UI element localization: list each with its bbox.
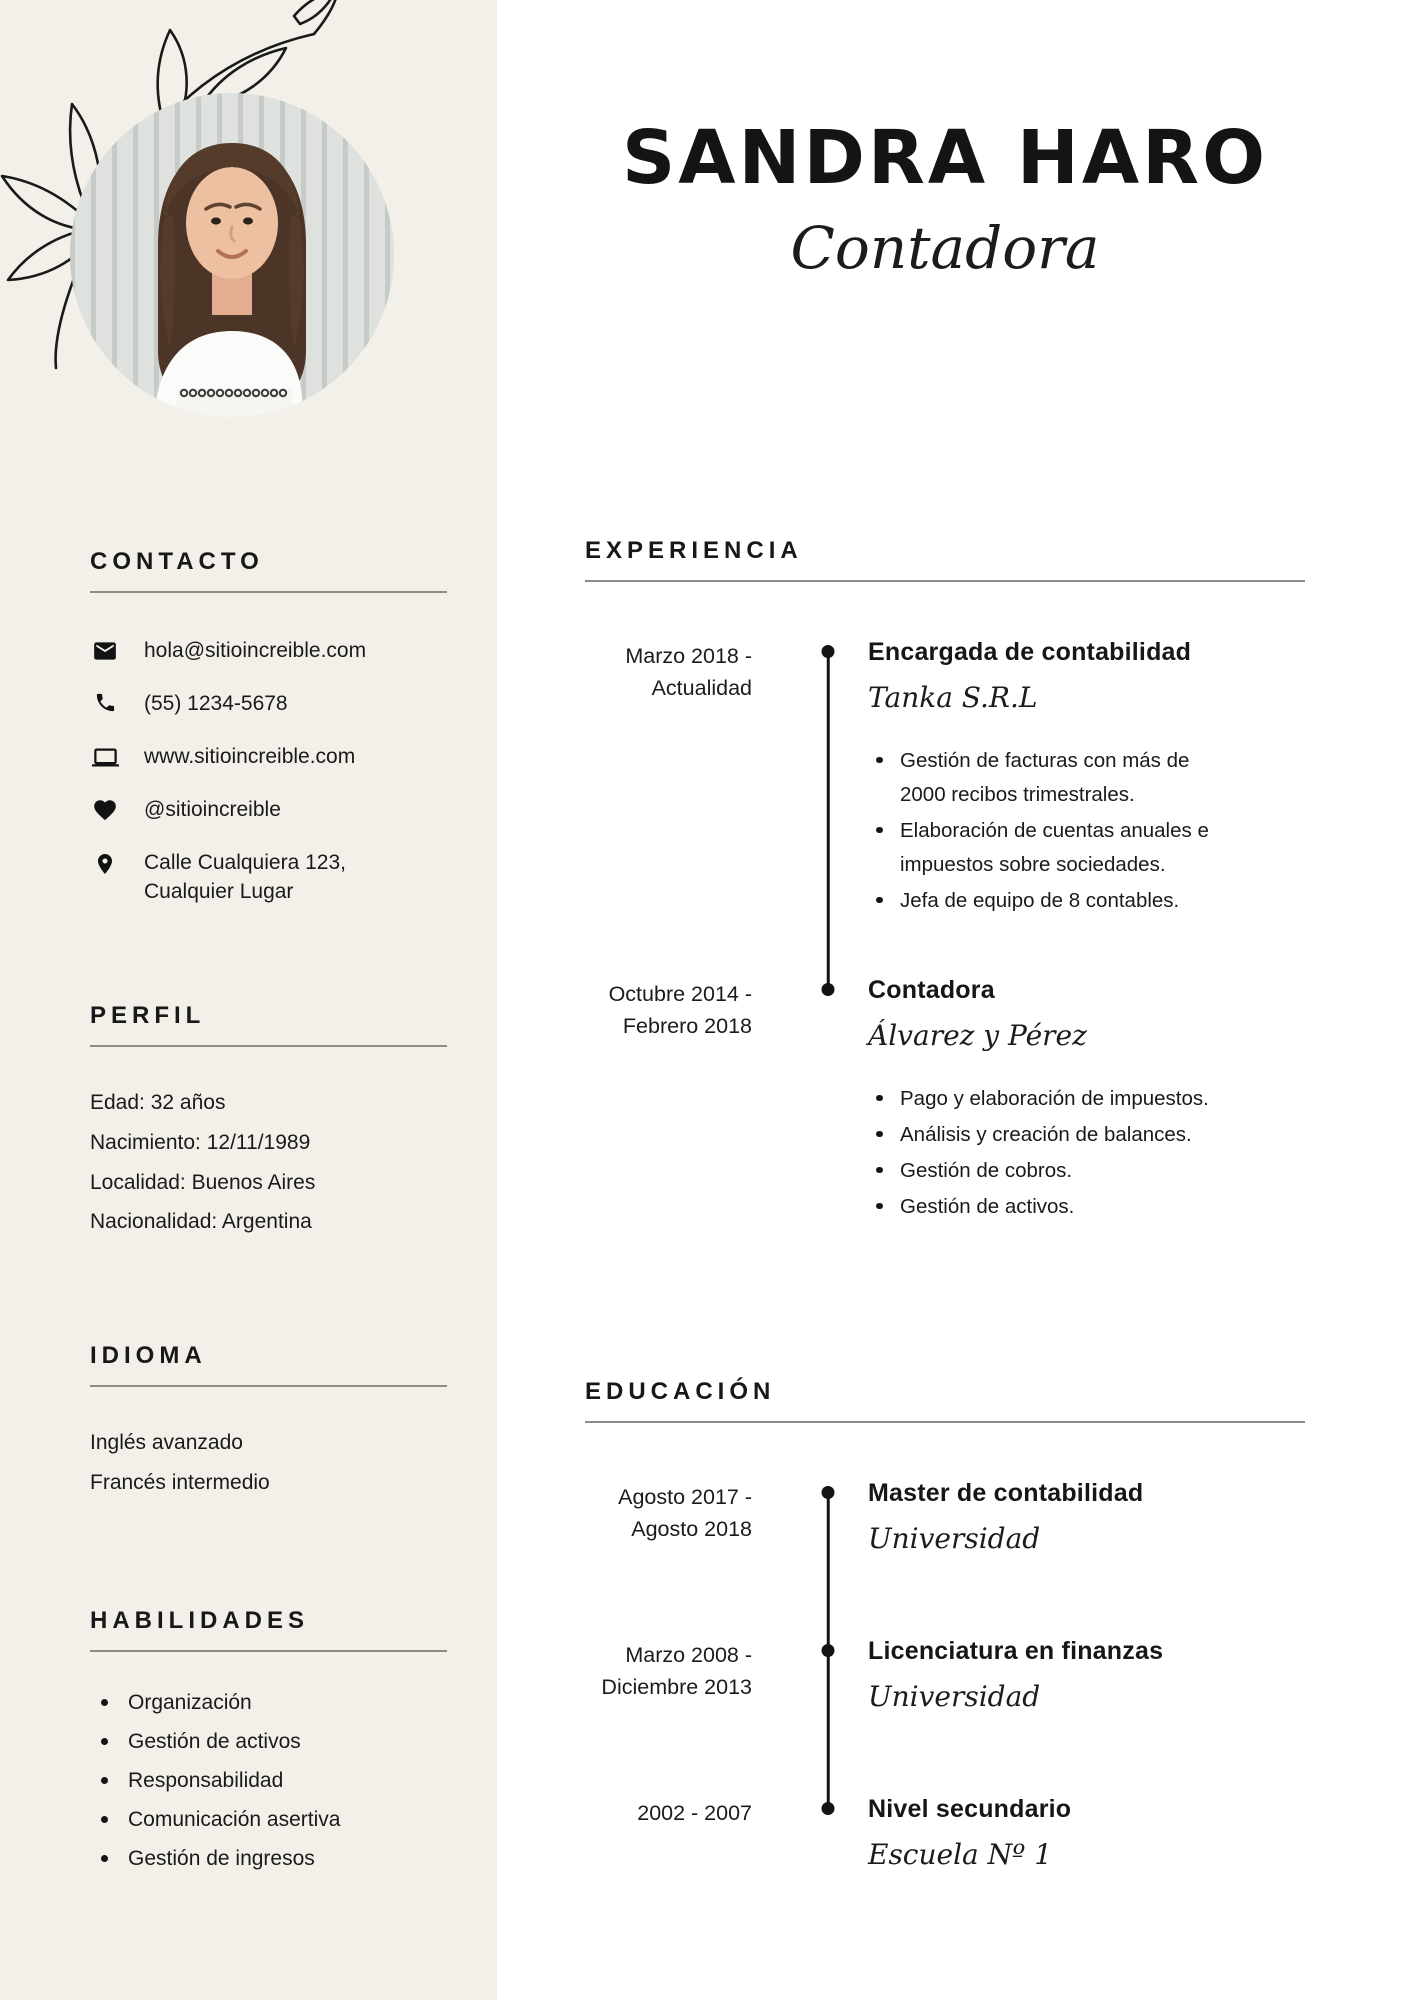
contact-address-text bbox=[144, 849, 346, 907]
job-bullets bbox=[868, 744, 1220, 918]
timeline-track bbox=[788, 1479, 868, 1637]
job-organization: Tanka S.R.L bbox=[868, 680, 1038, 714]
divider bbox=[585, 1421, 1305, 1423]
contact-item-phone bbox=[90, 690, 447, 719]
person-name: SANDRA HARO bbox=[621, 115, 1269, 201]
profile-section bbox=[90, 1002, 447, 1243]
language-item-french: Francés intermedio bbox=[90, 1471, 270, 1495]
contact-list bbox=[90, 637, 447, 907]
profile-list bbox=[90, 1083, 447, 1243]
entry-content bbox=[868, 1479, 1305, 1637]
skill-item: Gestión de activos bbox=[90, 1723, 447, 1762]
skill-item: Organización bbox=[90, 1684, 447, 1723]
language-item-english: Inglés avanzado bbox=[90, 1431, 243, 1455]
contact-item-email bbox=[90, 637, 447, 666]
skills-heading: HABILIDADES bbox=[90, 1607, 310, 1635]
divider bbox=[90, 1650, 447, 1652]
timeline-dot bbox=[822, 645, 835, 658]
timeline-track bbox=[788, 638, 868, 976]
degree-title: Licenciatura en finanzas bbox=[868, 1636, 1164, 1665]
job-bullet: Gestión de facturas con más de 2000 recibos trimestrales. bbox=[868, 744, 1220, 812]
contact-item-social bbox=[90, 796, 447, 825]
school-name: Escuela Nº 1 bbox=[868, 1837, 1053, 1871]
job-bullet: Elaboración de cuentas anuales e impuestos sobre sociedades. bbox=[868, 814, 1220, 882]
date-line: Octubre 2014 - bbox=[608, 981, 752, 1006]
school-name: Universidad bbox=[868, 1521, 1041, 1555]
job-bullet: Análisis y creación de balances. bbox=[868, 1118, 1220, 1152]
experience-entry bbox=[585, 638, 1305, 976]
job-bullet: Gestión de cobros. bbox=[868, 1154, 1220, 1188]
entry-content bbox=[868, 1637, 1305, 1795]
location-pin-icon bbox=[90, 849, 120, 878]
envelope-icon bbox=[90, 637, 120, 664]
education-section bbox=[585, 1378, 1305, 1871]
date-line: Marzo 2008 - bbox=[625, 1642, 752, 1667]
experience-heading: EXPERIENCIA bbox=[585, 536, 803, 564]
school-name: Universidad bbox=[868, 1679, 1041, 1713]
job-bullet: Gestión de activos. bbox=[868, 1190, 1220, 1224]
timeline-dot bbox=[822, 1802, 835, 1815]
experience-section bbox=[585, 537, 1305, 1282]
sidebar-content bbox=[0, 548, 497, 1878]
entry-content bbox=[868, 1795, 1305, 1871]
entry-dates bbox=[585, 1637, 788, 1795]
contact-address-line1: Calle Cualquiera 123, bbox=[144, 850, 346, 874]
job-organization: Álvarez y Pérez bbox=[868, 1018, 1087, 1052]
date-line: Diciembre 2013 bbox=[601, 1675, 752, 1700]
date-line: Actualidad bbox=[651, 675, 752, 700]
timeline-dot bbox=[822, 1644, 835, 1657]
contact-item-website bbox=[90, 743, 447, 772]
skill-item: Responsabilidad bbox=[90, 1762, 447, 1801]
education-entries bbox=[585, 1479, 1305, 1871]
main-column bbox=[497, 0, 1414, 2000]
entry-dates bbox=[585, 1479, 788, 1637]
language-heading: IDIOMA bbox=[90, 1342, 207, 1370]
profile-heading: PERFIL bbox=[90, 1001, 206, 1029]
entry-dates bbox=[585, 1795, 788, 1871]
degree-title: Master de contabilidad bbox=[868, 1478, 1144, 1507]
degree-title: Nivel secundario bbox=[868, 1794, 1072, 1823]
timeline-track bbox=[788, 1795, 868, 1871]
entry-dates bbox=[585, 976, 788, 1282]
skills-list bbox=[90, 1684, 447, 1878]
timeline-dot bbox=[822, 983, 835, 996]
entry-dates bbox=[585, 638, 788, 976]
skill-item: Comunicación asertiva bbox=[90, 1801, 447, 1840]
profile-item-locality: Localidad: Buenos Aires bbox=[90, 1170, 316, 1194]
skill-item: Gestión de ingresos bbox=[90, 1840, 447, 1879]
language-list bbox=[90, 1423, 447, 1503]
education-entry bbox=[585, 1637, 1305, 1795]
laptop-icon bbox=[90, 743, 120, 771]
contact-phone-text: (55) 1234-5678 bbox=[144, 691, 288, 715]
education-entry bbox=[585, 1795, 1305, 1871]
divider bbox=[90, 1045, 447, 1047]
education-heading: EDUCACIÓN bbox=[585, 1377, 776, 1405]
sidebar bbox=[0, 0, 497, 2000]
divider bbox=[585, 580, 1305, 582]
heart-icon bbox=[90, 796, 120, 823]
entry-content bbox=[868, 976, 1305, 1282]
date-line: Agosto 2018 bbox=[631, 1517, 752, 1542]
phone-icon bbox=[90, 690, 120, 714]
contact-section bbox=[90, 548, 447, 907]
profile-item-nationality: Nacionalidad: Argentina bbox=[90, 1210, 312, 1234]
job-role: Encargada de contabilidad bbox=[868, 637, 1192, 666]
education-entry bbox=[585, 1479, 1305, 1637]
header bbox=[585, 115, 1305, 282]
contact-email-text: hola@sitioincreible.com bbox=[144, 639, 367, 662]
timeline-track bbox=[788, 1637, 868, 1795]
contact-item-address bbox=[90, 849, 447, 907]
date-line: Febrero 2018 bbox=[622, 1014, 752, 1039]
contact-address-line2: Cualquier Lugar bbox=[144, 879, 294, 903]
job-bullet: Pago y elaboración de impuestos. bbox=[868, 1082, 1220, 1116]
timeline-track bbox=[788, 976, 868, 1282]
date-line: 2002 - 2007 bbox=[637, 1800, 752, 1825]
date-line: Agosto 2017 - bbox=[618, 1484, 752, 1509]
date-line: Marzo 2018 - bbox=[625, 643, 752, 668]
profile-item-age: Edad: 32 años bbox=[90, 1090, 226, 1114]
job-role: Contadora bbox=[868, 975, 995, 1004]
job-bullets bbox=[868, 1082, 1220, 1224]
contact-website-text: www.sitioincreible.com bbox=[144, 744, 356, 768]
experience-entry bbox=[585, 976, 1305, 1282]
contact-heading: CONTACTO bbox=[90, 548, 264, 575]
entry-content bbox=[868, 638, 1305, 976]
experience-entries bbox=[585, 638, 1305, 1282]
job-bullet: Jefa de equipo de 8 contables. bbox=[868, 884, 1220, 918]
contact-social-text: @sitioincreible bbox=[144, 797, 281, 821]
divider bbox=[90, 591, 447, 593]
skills-section bbox=[90, 1607, 447, 1878]
divider bbox=[90, 1385, 447, 1387]
person-job-title: Contadora bbox=[790, 213, 1100, 282]
timeline-dot bbox=[822, 1486, 835, 1499]
profile-photo bbox=[70, 93, 394, 417]
profile-item-birth: Nacimiento: 12/11/1989 bbox=[90, 1130, 311, 1154]
language-section bbox=[90, 1342, 447, 1503]
